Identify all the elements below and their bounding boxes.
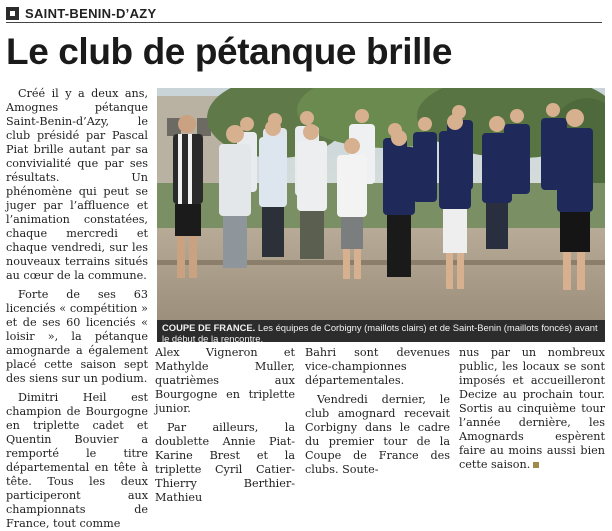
rubric-square-icon xyxy=(6,7,19,20)
paragraph: Par ailleurs, la doublette Annie Piat-Karine Brest et la triplette Cyril Catier-Thierry Berthier-Mathieu xyxy=(155,421,295,504)
caption-lead: COUPE DE FRANCE. xyxy=(162,322,256,333)
paragraph: Alex Vigneron et Mathylde Muller, quatrièmes aux Bourgogne en triplette junior. xyxy=(155,346,295,415)
paragraph xyxy=(459,346,605,472)
article-headline: Le club de pétanque brille xyxy=(6,31,453,72)
article-column-2 xyxy=(155,346,295,505)
section-rubric xyxy=(6,6,602,23)
article-column-1 xyxy=(6,87,148,531)
end-of-article-square-icon xyxy=(533,462,539,468)
paragraph: Créé il y a deux ans, Amognes pétanque Saint-Benin-d’Azy, le club présidé par Pascal Piat brille autant par sa convivialité que par ses résultats. Un phénomène qui peut se juger par l’affluence et l’animation constatées, chaque mercredi et chaque vendredi, sur les nouveaux terrains situés au cœur de la commune. xyxy=(6,87,148,282)
section-label: SAINT-BENIN-D’AZY xyxy=(25,6,157,21)
paragraph: Forte de ses 63 licenciés « compétition » et de ses 60 licenciés « loisir », la pétanque amognarde a également placé cette saison sept des siens sur un podium. xyxy=(6,288,148,385)
article-column-4 xyxy=(459,346,605,472)
team-photo xyxy=(157,88,605,320)
photo-caption xyxy=(157,320,605,342)
paragraph: Bahri sont devenues vice-championnes départementales. xyxy=(305,346,450,387)
paragraph-text: nus par un nombreux public, les locaux se sont imposés et accueilleront Decize au prochain tour. Sortis au cinquième tour l’année dernière, les Amognards espèrent faire au moins aussi bien cette saison. xyxy=(459,346,605,471)
paragraph: Dimitri Heil est champion de Bourgogne en triplette cadet et Quentin Bouvier a remporté le titre départemental en tête à tête. Tous les deux participeront aux championnats de France, tout comme xyxy=(6,391,148,530)
caption-text: Les équipes de Corbigny (maillots clairs) et de Saint-Benin (maillots foncés) avant le début de la rencontre. xyxy=(162,322,598,344)
team-photo-illustration xyxy=(157,88,605,320)
paragraph: Vendredi dernier, le club amognard recevait Corbigny dans le cadre du premier tour de la Coupe de France des clubs. Soute- xyxy=(305,393,450,476)
article-column-3 xyxy=(305,346,450,477)
